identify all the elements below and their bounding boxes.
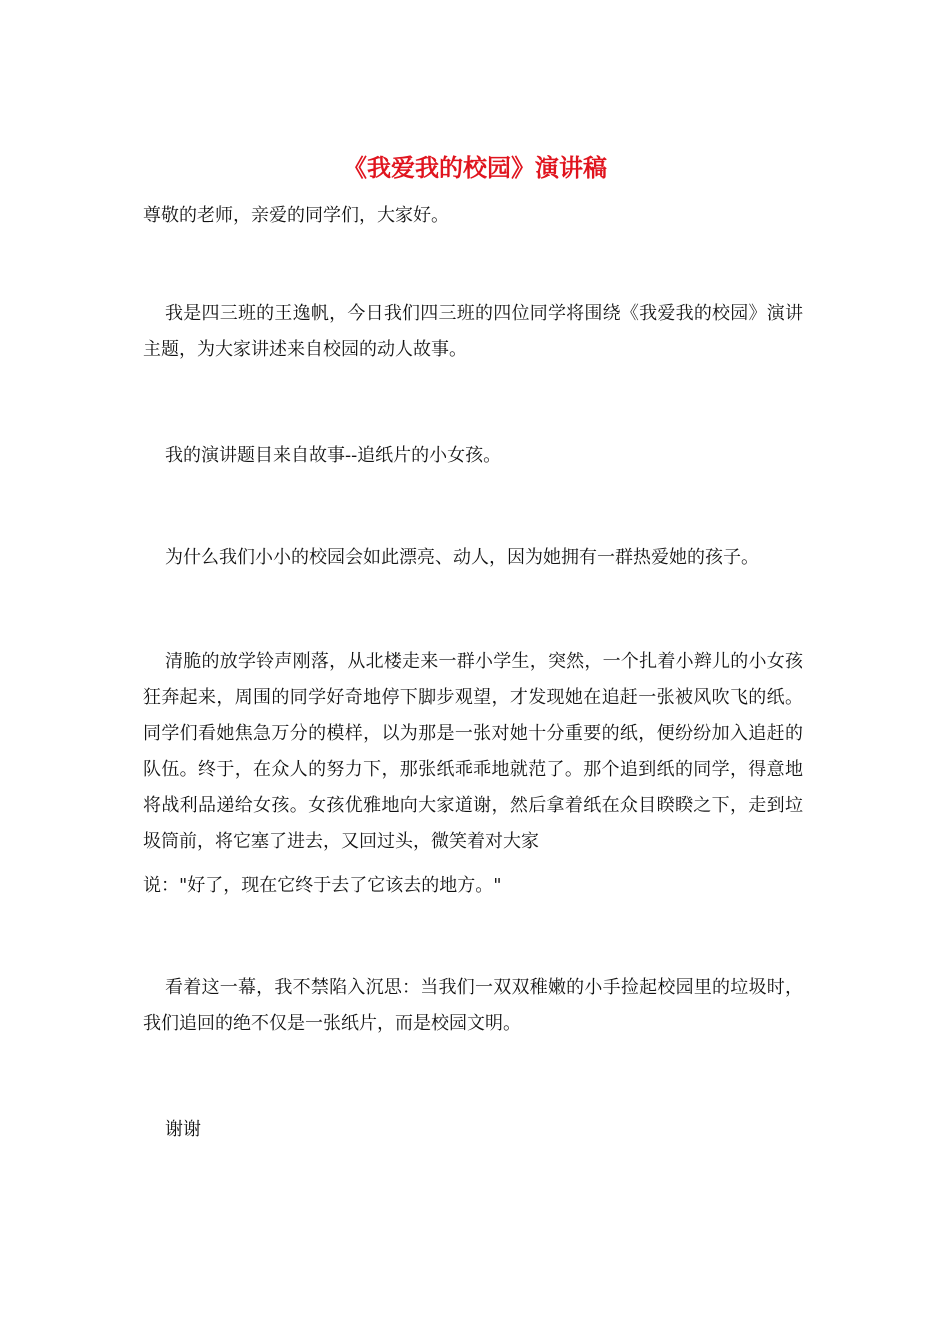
greeting-paragraph: 尊敬的老师，亲爱的同学们，大家好。 xyxy=(143,205,449,226)
story-quote-line: 说："好了，现在它终于去了它该去的地方。" xyxy=(143,875,502,896)
document-title: 《我爱我的校园》演讲稿 xyxy=(343,153,607,182)
closing-paragraph: 谢谢 xyxy=(165,1119,201,1140)
topic-paragraph: 我的演讲题目来自故事--追纸片的小女孩。 xyxy=(165,445,502,466)
question-paragraph: 为什么我们小小的校园会如此漂亮、动人，因为她拥有一群热爱她的孩子。 xyxy=(165,547,759,568)
reflection-paragraph: 看着这一幕，我不禁陷入沉思：当我们一双双稚嫩的小手捡起校园里的垃圾时，我们追回的绝不仅是一张纸片，而是校园文明。 xyxy=(143,977,803,1034)
story-paragraph: 清脆的放学铃声刚落，从北楼走来一群小学生，突然，一个扎着小辫儿的小女孩狂奔起来，周围的同学好奇地停下脚步观望，才发现她在追赶一张被风吹飞的纸。同学们看她焦急万分的模样，以为那是一张对她十分重要的纸，便纷纷加入追赶的队伍。终于，在众人的努力下，那张纸乖乖地就范了。那个追到纸的同学，得意地将战利品递给女孩。女孩优雅地向大家道谢，然后拿着纸在众目睽睽之下，走到垃圾筒前，将它塞了进去，又回过头，微笑着对大家 xyxy=(143,651,803,852)
intro-paragraph: 我是四三班的王逸帆，今日我们四三班的四位同学将围绕《我爱我的校园》演讲主题，为大家讲述来自校园的动人故事。 xyxy=(143,303,803,360)
